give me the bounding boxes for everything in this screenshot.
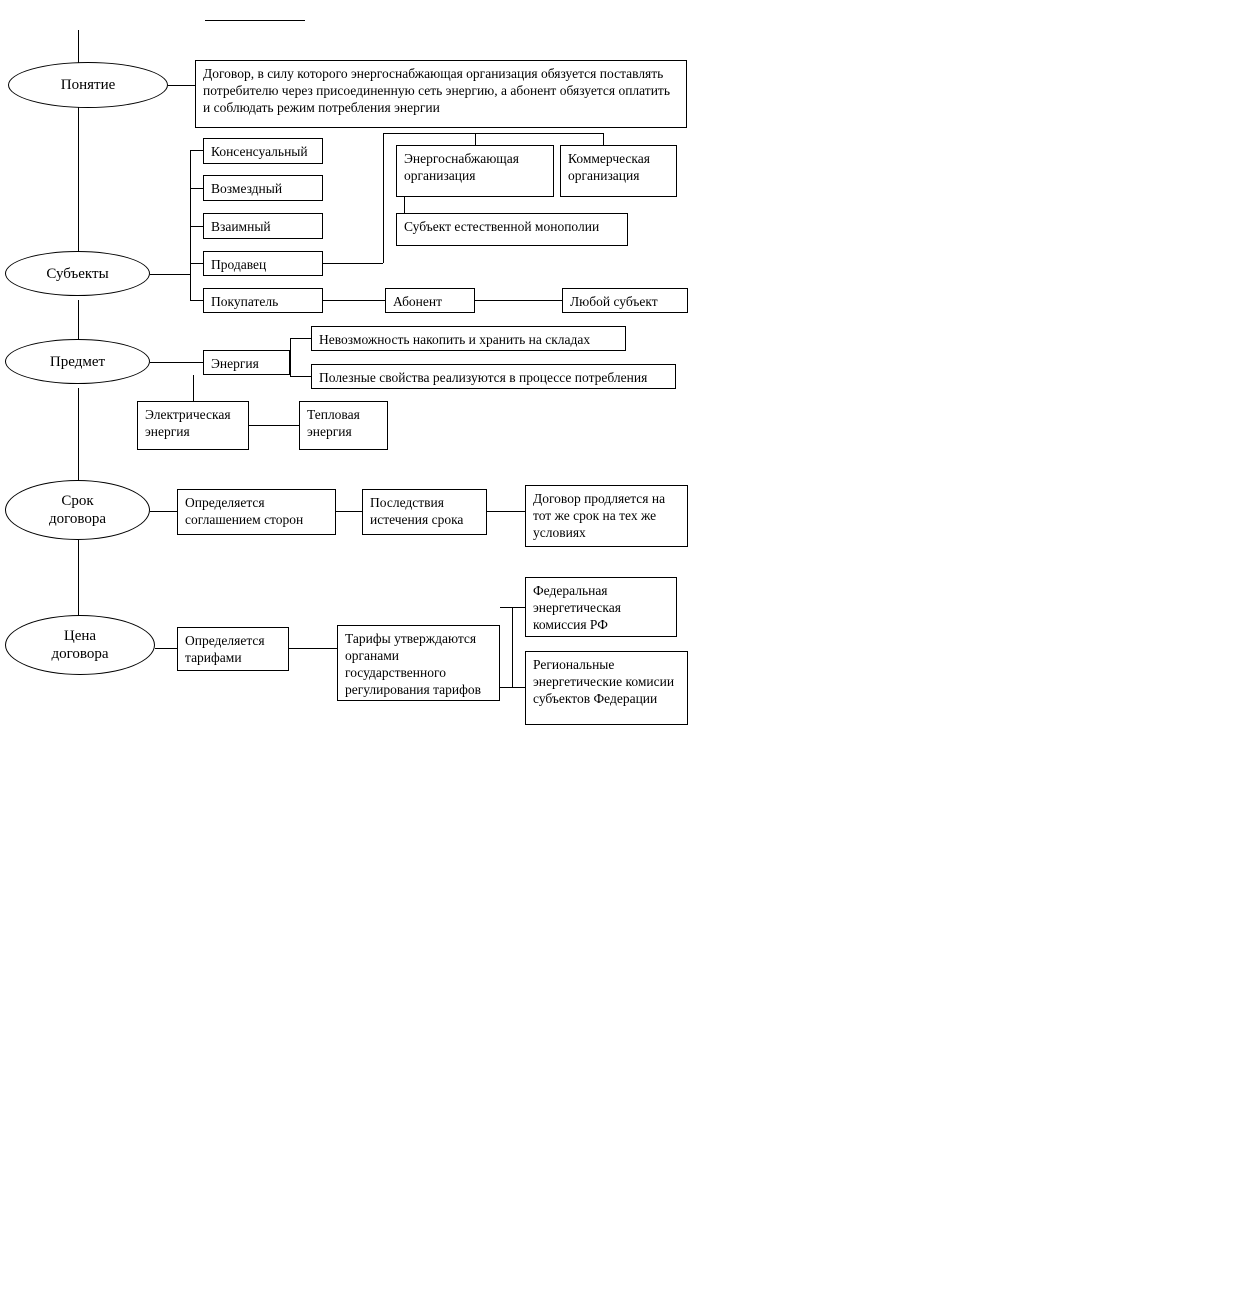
box-electric: Электрическая энергия xyxy=(137,401,249,450)
box-any-subject: Любой субъект xyxy=(562,288,688,313)
stage-label-cena-line2: договора xyxy=(51,646,109,662)
connector-to-kommerch xyxy=(603,133,604,145)
connector-pokupatel-abonent xyxy=(323,300,385,301)
stage-label-cena xyxy=(51,627,108,663)
box-federal-commission: Федеральная энергетическая комиссия РФ xyxy=(525,577,677,637)
connector-props-1 xyxy=(190,150,204,151)
box-monopoly: Субъект естественной монополии xyxy=(396,213,628,246)
connector-electric-thermal xyxy=(249,425,300,426)
stage-label-srok-line1: Срок xyxy=(61,493,94,509)
connector-props-3 xyxy=(190,226,204,227)
box-energosnab: Энергоснабжающая организация xyxy=(396,145,554,197)
box-useful: Полезные свойства реализуются в процессе потребления xyxy=(311,364,676,389)
connector-energy-split xyxy=(290,338,291,376)
connector-predmet-energy xyxy=(150,362,203,363)
stage-ellipse-ponyatie xyxy=(8,62,168,108)
connector-subekty-pokupatel xyxy=(190,300,204,301)
box-abonent: Абонент xyxy=(385,288,475,313)
stage-label-srok xyxy=(49,492,106,528)
stage-ellipse-srok xyxy=(5,480,150,540)
connector-subekty-vertical xyxy=(190,263,191,300)
connector-abonent-any xyxy=(475,300,563,301)
connector-prodavec-right xyxy=(323,263,383,264)
box-definition: Договор, в силу которого энергоснабжающая организация обязуется поставлять потребителю через присоединенную сеть энергию, а абонент обязуется оплатить и соблюдать режим потребления энергии xyxy=(195,60,687,128)
connector-energy-useful xyxy=(290,376,312,377)
connector-energy-nostore xyxy=(290,338,312,339)
connector-tariffs-approved xyxy=(289,648,338,649)
connector-approved-federal xyxy=(500,607,526,608)
box-prodavec: Продавец xyxy=(203,251,323,276)
stage-label-subekty: Субъекты xyxy=(46,265,109,282)
connector-expiry-prolong xyxy=(487,511,525,512)
connector-approved-regional xyxy=(500,687,526,688)
box-no-store: Невозможность накопить и хранить на складах xyxy=(311,326,626,351)
stage-label-predmet: Предмет xyxy=(49,353,106,370)
connector-energosnab-monopoly xyxy=(404,197,405,213)
connector-top-split xyxy=(383,133,603,134)
stage-label-ponyatie: Понятие xyxy=(60,77,116,93)
box-expiry: Последствия истечения срока xyxy=(362,489,487,535)
stage-ellipse-subekty xyxy=(5,251,150,296)
connector-spine-ponyatie-subekty xyxy=(78,105,79,270)
connector-approved-split xyxy=(512,607,513,687)
box-tariffs-approved: Тарифы утверждаются органами государственного регулирования тарифов xyxy=(337,625,500,701)
connector-props-2 xyxy=(190,188,204,189)
box-kommerch: Коммерческая организация xyxy=(560,145,677,197)
connector-energy-down xyxy=(193,375,194,402)
connector-prodavec-up xyxy=(383,133,384,263)
box-consensual: Консенсуальный xyxy=(203,138,323,164)
box-vzaimny: Взаимный xyxy=(203,213,323,239)
connector-to-energosnab xyxy=(475,133,476,145)
connector-cena-tariffs xyxy=(155,648,178,649)
box-pokupatel: Покупатель xyxy=(203,288,323,313)
box-thermal: Тепловая энергия xyxy=(299,401,388,450)
stage-ellipse-cena xyxy=(5,615,155,675)
box-prolong: Договор продляется на тот же срок на тех же условиях xyxy=(525,485,688,547)
box-by-tariffs: Определяется тарифами xyxy=(177,627,289,671)
title-rule xyxy=(205,20,305,21)
connector-ponyatie-definition xyxy=(168,85,198,86)
stage-label-cena-line1: Цена xyxy=(63,628,97,644)
connector-agreement-expiry xyxy=(336,511,363,512)
connector-subekty-bracket xyxy=(150,274,190,275)
connector-srok-agreement xyxy=(150,511,178,512)
stage-label-srok-line2: договора xyxy=(48,511,107,527)
box-regional-commissions: Региональные энергетические комисии субъектов Федерации xyxy=(525,651,688,725)
stage-ellipse-predmet xyxy=(5,339,150,384)
connector-subekty-prodavec xyxy=(190,263,204,264)
box-energy: Энергия xyxy=(203,350,290,375)
box-by-agreement: Определяется соглашением сторон xyxy=(177,489,336,535)
connector-props-to-prodavec xyxy=(190,226,191,263)
box-vozmezdny: Возмездный xyxy=(203,175,323,201)
